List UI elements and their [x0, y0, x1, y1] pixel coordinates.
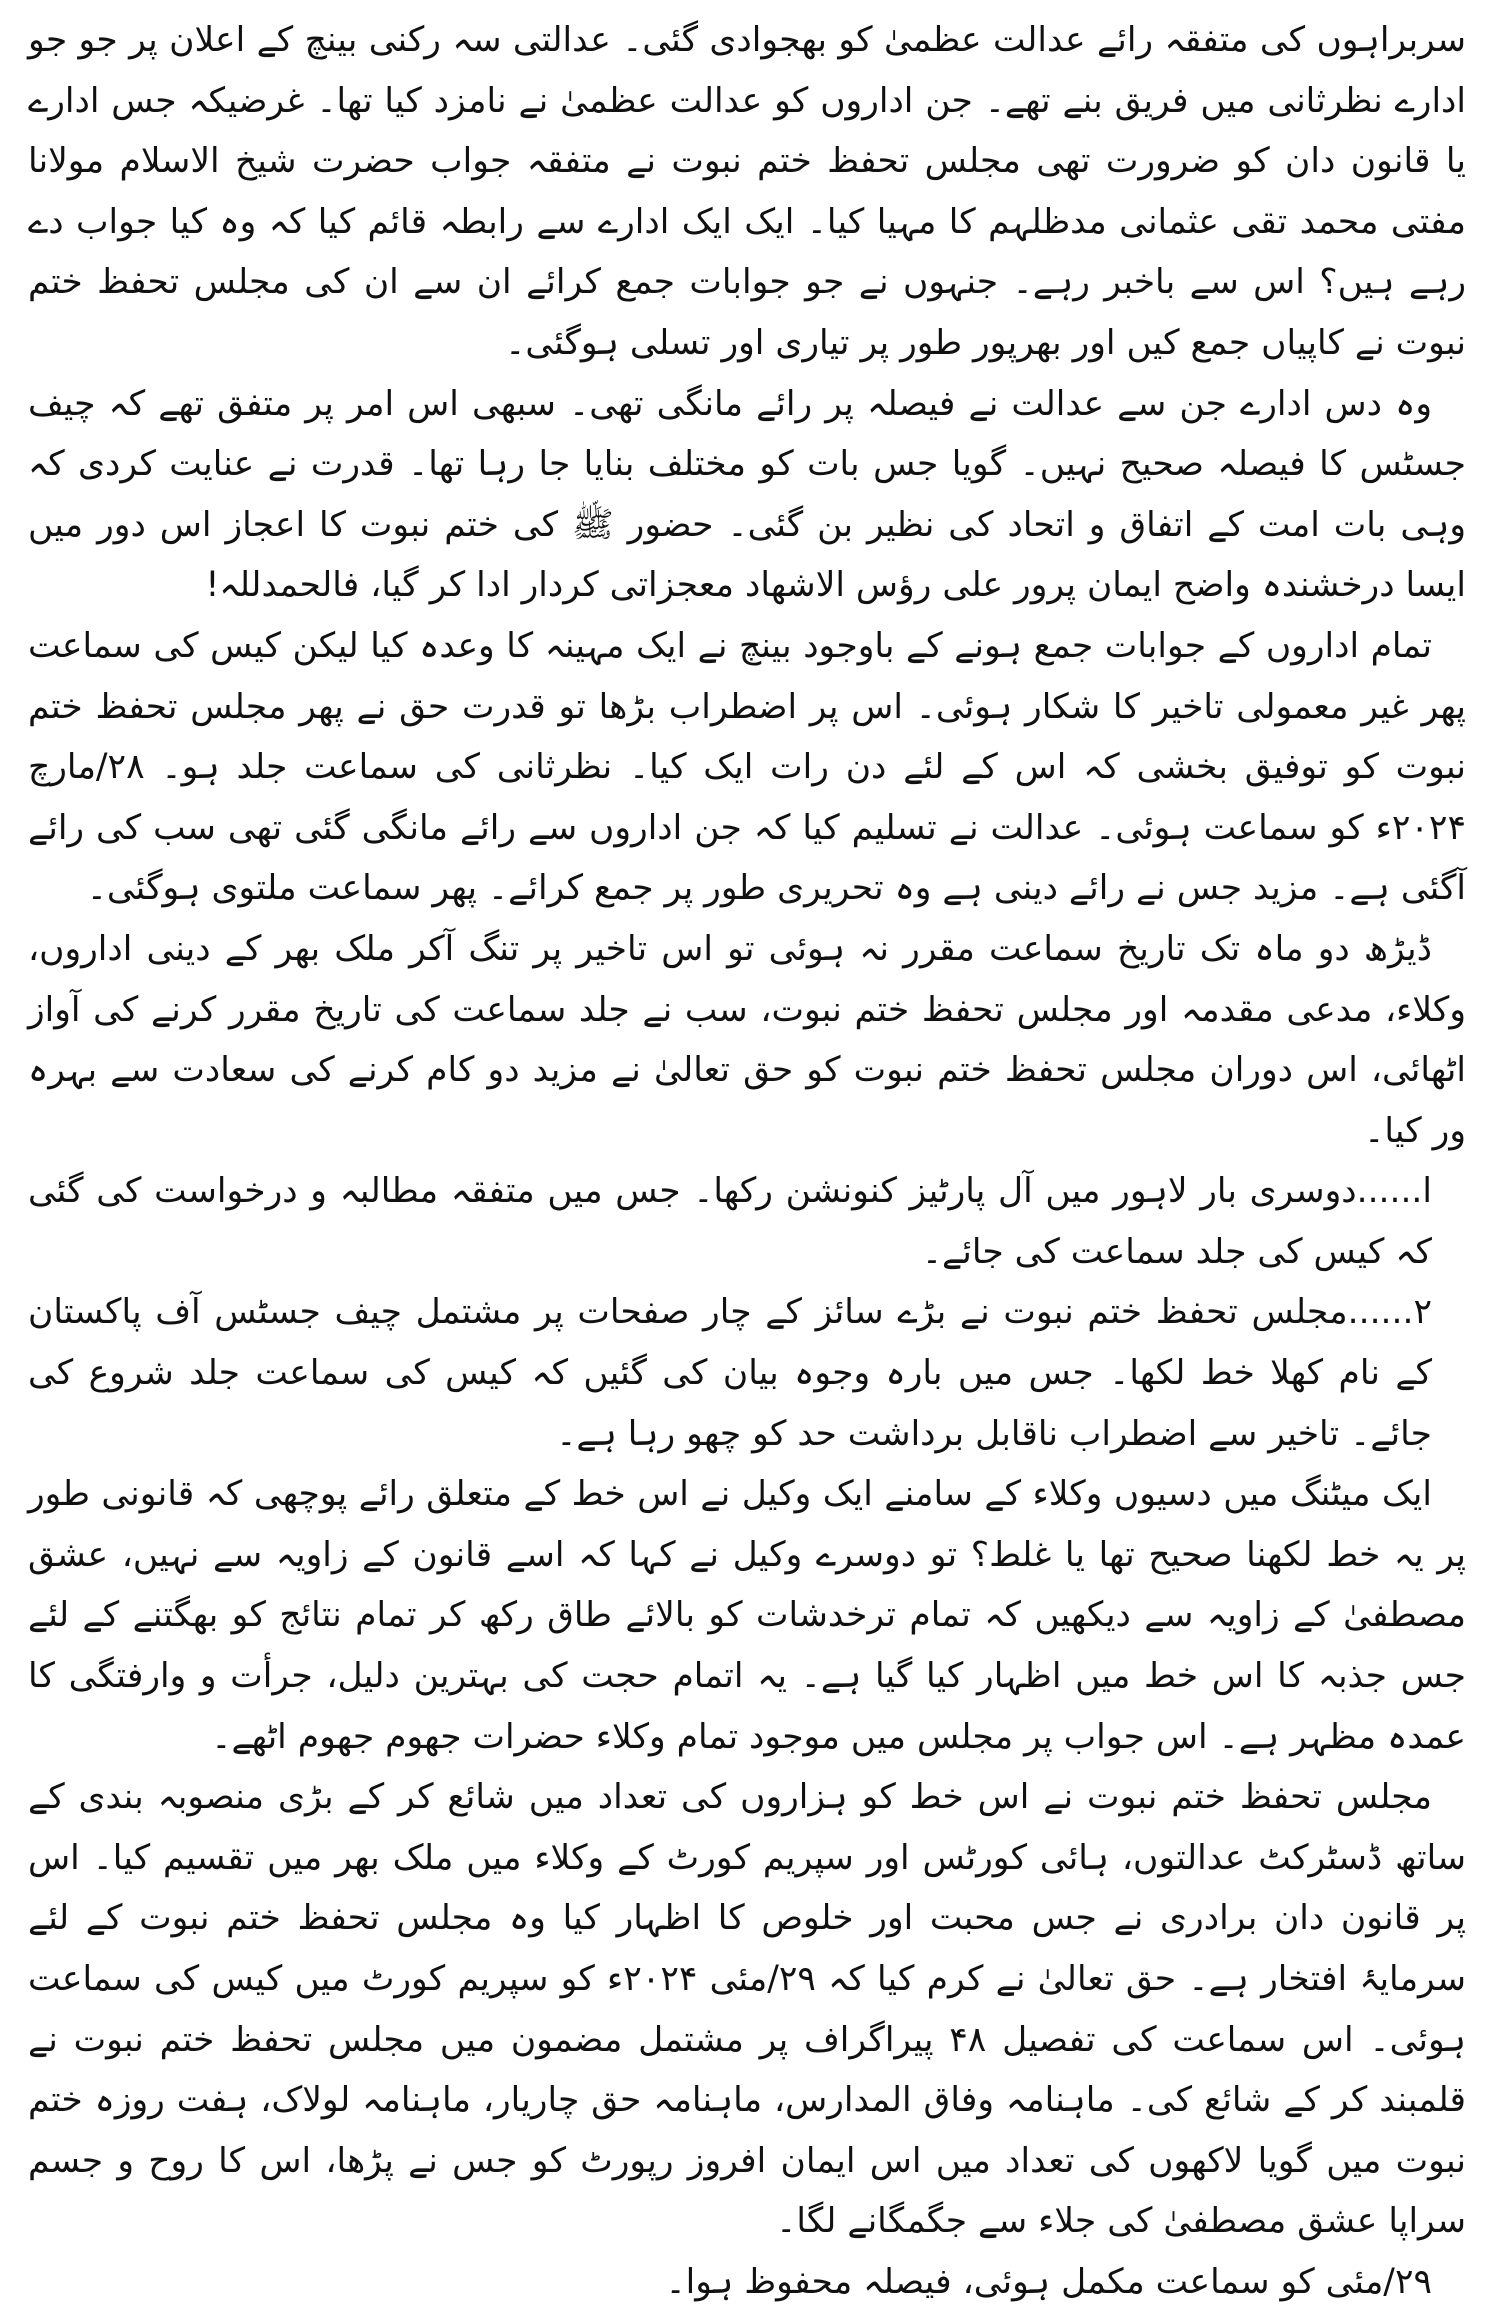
- list-item-1: ا......دوسری بار لاہور میں آل پارٹیز کنونشن رکھا۔ جس میں متفقہ مطالبہ و درخواست کی گئی کہ کیس کی جلد سماعت کی جائے۔: [28, 1171, 1432, 1272]
- paragraph-closing: ۲۹/مئی کو سماعت مکمل ہوئی، فیصلہ محفوظ ہوا۔: [665, 2261, 1432, 2302]
- paragraph-4: ڈیڑھ دو ماہ تک تاریخ سماعت مقرر نہ ہوئی تو اس تاخیر پر تنگ آکر ملک بھر کے دینی اداروں، وکلاء، مدعی مقدمہ اور مجلس تحفظ ختم نبوت، سب نے جلد سماعت کی تاریخ مقرر کرنے کی آواز اٹھائی، اس دوران مجلس تحفظ ختم نبوت کو حق تعالیٰ نے مزید دو کام کرنے کی سعادت سے بہرہ ور کیا۔: [28, 928, 1466, 1151]
- article-page: [28, 10, 1466, 2302]
- paragraph-3: تمام اداروں کے جوابات جمع ہونے کے باوجود بینچ نے ایک مہینہ کا وعدہ کیا لیکن کیس کی سماعت پھر غیر معمولی تاخیر کا شکار ہوئی۔ اس پر اضطراب بڑھا تو قدرت حق نے پھر مجلس تحفظ ختم نبوت کو توفیق بخشی کہ اس کے لئے دن رات ایک کیا۔ نظرثانی کی سماعت جلد ہو۔ ۲۸/مارچ ۲۰۲۴ء کو سماعت ہوئی۔ عدالت نے تسلیم کیا کہ جن اداروں سے رائے مانگی گئی تھی سب کی رائے آگئی ہے۔ مزید جس نے رائے دینی ہے وہ تحریری طور پر جمع کرائے۔ پھر سماعت ملتوی ہوگئی۔: [28, 625, 1466, 909]
- list-item-2: ۲......مجلس تحفظ ختم نبوت نے بڑے سائز کے چار صفحات پر مشتمل چیف جسٹس آف پاکستان کے نام کھلا خط لکھا۔ جس میں بارہ وجوہ بیان کی گئیں کہ کیس کی سماعت جلد شروع کی جائے۔ تاخیر سے اضطراب ناقابل برداشت حد کو چھو رہا ہے۔: [28, 1292, 1432, 1454]
- paragraph-1: سربراہوں کی متفقہ رائے عدالت عظمیٰ کو بھجوادی گئی۔ عدالتی سہ رکنی بینچ کے اعلان پر جو جو ادارے نظرثانی میں فریق بنے تھے۔ جن اداروں کو عدالت عظمیٰ نے نامزد کیا تھا۔ غرضیکہ جس ادارے یا قانون دان کو ضرورت تھی مجلس تحفظ ختم نبوت نے متفقہ جواب حضرت شیخ الاسلام مولانا مفتی محمد تقی عثمانی مدظلہم کا مہیا کیا۔ ایک ایک ادارے سے رابطہ قائم کیا کہ وہ کیا جواب دے رہے ہیں؟ اس سے باخبر رہے۔ جنہوں نے جو جوابات جمع کرائے ان سے ان کی مجلس تحفظ ختم نبوت نے کاپیاں جمع کیں اور بھرپور طور پر تیاری اور تسلی ہوگئی۔: [28, 20, 1466, 363]
- paragraph-6: مجلس تحفظ ختم نبوت نے اس خط کو ہزاروں کی تعداد میں شائع کر کے بڑی منصوبہ بندی کے ساتھ ڈسٹرکٹ عدالتوں، ہائی کورٹس اور سپریم کورٹ کے وکلاء میں ملک بھر میں تقسیم کیا۔ اس پر قانون دان برادری نے جس محبت اور خلوص کا اظہار کیا وہ مجلس تحفظ ختم نبوت کے لئے سرمایۂ افتخار ہے۔ حق تعالیٰ نے کرم کیا کہ ۲۹/مئی ۲۰۲۴ء کو سپریم کورٹ میں کیس کی سماعت ہوئی۔ اس سماعت کی تفصیل ۴۸ پیراگراف پر مشتمل مضمون میں مجلس تحفظ ختم نبوت نے قلمبند کر کے شائع کی۔ ماہنامہ وفاق المدارس، ماہنامہ حق چاریار، ماہنامہ لولاک، ہفت روزہ ختم نبوت میں گویا لاکھوں کی تعداد میں اس ایمان افروز رپورٹ کو جس نے پڑھا، اس کا روح و جسم سراپا عشق مصطفیٰ کی جلاء سے جگمگانے لگا۔: [28, 1777, 1466, 2242]
- paragraph-2: وہ دس ادارے جن سے عدالت نے فیصلہ پر رائے مانگی تھی۔ سبھی اس امر پر متفق تھے کہ چیف جسٹس کا فیصلہ صحیح نہیں۔ گویا جس بات کو مختلف بنایا جا رہا تھا۔ قدرت نے عنایت کردی کہ وہی بات امت کے اتفاق و اتحاد کی نظیر بن گئی۔ حضور ﷺ کی ختم نبوت کا اعجاز اس دور میں ایسا درخشندہ واضح ایمان پرور علی رؤس الاشھاد معجزاتی کردار ادا کر گیا، فالحمدللہ!: [28, 383, 1466, 606]
- paragraph-5: ایک میٹنگ میں دسیوں وکلاء کے سامنے ایک وکیل نے اس خط کے متعلق رائے پوچھی کہ قانونی طور پر یہ خط لکھنا صحیح تھا یا غلط؟ تو دوسرے وکیل نے کہا کہ اسے قانون کے زاویہ سے نہیں، عشق مصطفیٰ کے زاویہ سے دیکھیں کہ تمام ترخدشات کو بالائے طاق رکھ کر تمام نتائج کو بھگتنے کے لئے جس جذبہ کا اس خط میں اظہار کیا گیا ہے۔ یہ اتمام حجت کی بہترین دلیل، جرأت و وارفتگی کا عمدہ مظہر ہے۔ اس جواب پر مجلس میں موجود تمام وکلاء حضرات جھوم جھوم اٹھے۔: [28, 1474, 1466, 1757]
